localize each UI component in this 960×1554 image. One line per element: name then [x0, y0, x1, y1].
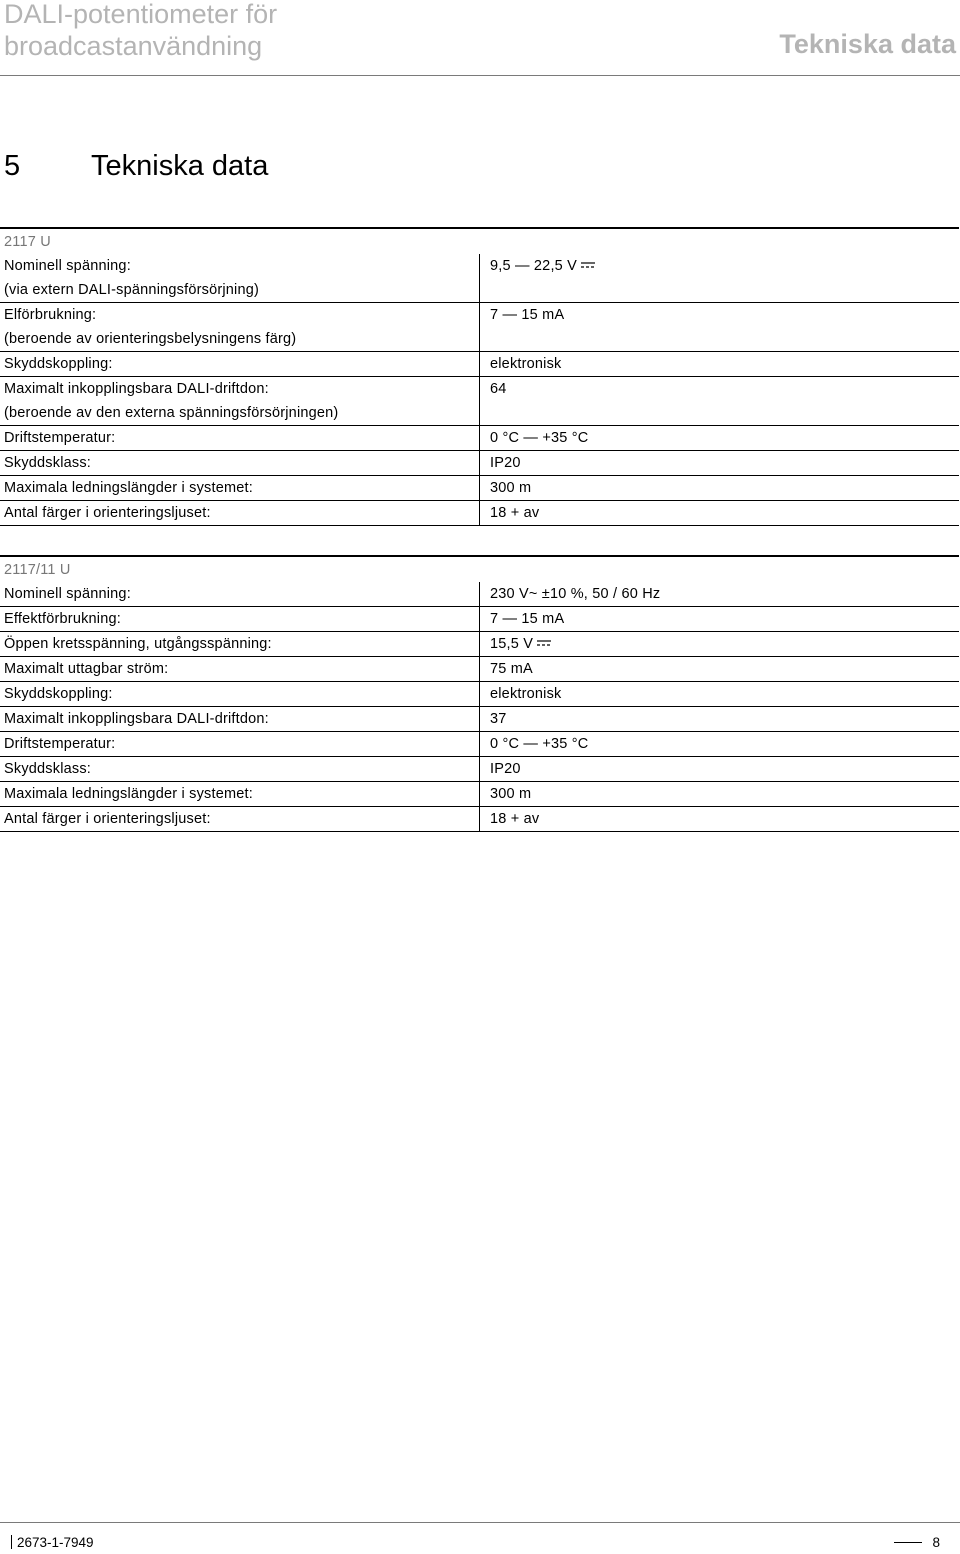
- spec-label: Maximala ledningslängder i systemet:: [0, 476, 480, 501]
- spec-value: IP20: [490, 455, 521, 471]
- spec-value: elektronisk: [490, 686, 562, 702]
- spec-value-cell: [480, 451, 960, 476]
- table-row: [0, 501, 959, 526]
- spec-value: 7 — 15 mA: [490, 611, 565, 627]
- spec-label: Elförbrukning:: [0, 303, 480, 328]
- table-title-row: [0, 556, 959, 582]
- spec-label: Skyddsklass:: [0, 451, 480, 476]
- spec-value: 0 °C — +35 °C: [490, 736, 589, 752]
- document-title-line-1: DALI-potentiometer för: [4, 0, 278, 29]
- chapter-title: Tekniska data: [91, 150, 269, 182]
- spec-value: 7 — 15 mA: [490, 307, 565, 323]
- spec-label: Maximala ledningslängder i systemet:: [0, 782, 480, 807]
- footer-dash: [894, 1542, 922, 1543]
- table-row: [0, 426, 959, 451]
- table-row: [0, 327, 959, 352]
- table-row: [0, 254, 959, 278]
- spec-label: Nominell spänning:: [0, 582, 480, 607]
- table-row: [0, 757, 959, 782]
- table-row: [0, 352, 959, 377]
- spec-value: 230 V~ ±10 %, 50 / 60 Hz: [490, 586, 661, 602]
- table-title: 2117 U: [0, 228, 959, 254]
- spec-value: 9,5 — 22,5 V: [490, 258, 578, 274]
- dc-voltage-icon: [581, 261, 595, 269]
- footer-doc-number: [11, 1535, 94, 1550]
- table-title: 2117/11 U: [0, 556, 959, 582]
- table-row: [0, 682, 959, 707]
- table-row: [0, 401, 959, 426]
- spec-label: (beroende av orienteringsbelysningens färg): [0, 327, 480, 352]
- spec-value-cell: [480, 303, 960, 328]
- spec-value: 0 °C — +35 °C: [490, 430, 589, 446]
- spec-value-cell: [480, 757, 960, 782]
- spec-label: Öppen kretsspänning, utgångsspänning:: [0, 632, 480, 657]
- table-row: [0, 303, 959, 328]
- spec-label: Effektförbrukning:: [0, 607, 480, 632]
- spec-label: Skyddskoppling:: [0, 352, 480, 377]
- spec-label: Driftstemperatur:: [0, 732, 480, 757]
- table-row: [0, 807, 959, 832]
- spec-value-cell: [480, 707, 960, 732]
- spec-value-cell: [480, 501, 960, 526]
- spec-label: Antal färger i orienteringsljuset:: [0, 501, 480, 526]
- document-title-line-2: broadcastanvändning: [4, 31, 263, 61]
- spec-label: (via extern DALI-spänningsförsörjning): [0, 278, 480, 303]
- spec-value: 15,5 V: [490, 636, 534, 652]
- spec-table-2117-u: [0, 227, 959, 526]
- table-row: [0, 632, 959, 657]
- spec-value: 300 m: [490, 480, 532, 496]
- spec-value: 300 m: [490, 786, 532, 802]
- dc-voltage-icon: [537, 639, 551, 647]
- spec-label: Maximalt inkopplingsbara DALI-driftdon:: [0, 377, 480, 402]
- spec-value: IP20: [490, 761, 521, 777]
- spec-value: 18 + av: [490, 505, 540, 521]
- spec-value: 18 + av: [490, 811, 540, 827]
- spec-value-cell: [480, 476, 960, 501]
- footer-divider: [0, 1522, 960, 1523]
- table-row: [0, 476, 959, 501]
- doc-number: 2673-1-7949: [17, 1535, 94, 1550]
- footer-page: [894, 1535, 940, 1550]
- spec-value-cell: [480, 401, 960, 426]
- table-row: [0, 377, 959, 402]
- table-row: [0, 451, 959, 476]
- document-title: [4, 0, 424, 62]
- spec-value-cell: [480, 732, 960, 757]
- spec-label: Driftstemperatur:: [0, 426, 480, 451]
- spec-value-cell: [480, 278, 960, 303]
- spec-value-cell: [480, 352, 960, 377]
- spec-label: Antal färger i orienteringsljuset:: [0, 807, 480, 832]
- table-row: [0, 607, 959, 632]
- table-row: [0, 278, 959, 303]
- footer-bar: [11, 1535, 12, 1549]
- spec-value-cell: [480, 607, 960, 632]
- spec-value-cell: [480, 327, 960, 352]
- spec-label: (beroende av den externa spänningsförsörjningen): [0, 401, 480, 426]
- header-divider: [0, 75, 960, 76]
- spec-value-cell: [480, 657, 960, 682]
- spec-label: Maximalt inkopplingsbara DALI-driftdon:: [0, 707, 480, 732]
- spec-value-cell: [480, 782, 960, 807]
- chapter-heading: [4, 148, 268, 184]
- spec-value-cell: [480, 682, 960, 707]
- spec-value-cell: [480, 254, 960, 278]
- spec-label: Skyddskoppling:: [0, 682, 480, 707]
- spec-value: elektronisk: [490, 356, 562, 372]
- spec-value-cell: [480, 632, 960, 657]
- page-number: 8: [932, 1535, 940, 1550]
- spec-label: Nominell spänning:: [0, 254, 480, 278]
- spec-value: 75 mA: [490, 661, 533, 677]
- spec-value-cell: [480, 807, 960, 832]
- page-header: [0, 0, 960, 78]
- spec-value-cell: [480, 426, 960, 451]
- spec-value: 64: [490, 381, 507, 397]
- spec-label: Maximalt uttagbar ström:: [0, 657, 480, 682]
- table-row: [0, 657, 959, 682]
- chapter-number: 5: [4, 150, 21, 182]
- spec-label: Skyddsklass:: [0, 757, 480, 782]
- table-row: [0, 782, 959, 807]
- spec-value-cell: [480, 377, 960, 402]
- section-header: Tekniska data: [779, 29, 956, 59]
- table-title-row: [0, 228, 959, 254]
- table-row: [0, 707, 959, 732]
- table-row: [0, 732, 959, 757]
- table-row: [0, 582, 959, 607]
- spec-table-2117-11-u: [0, 555, 959, 832]
- spec-value: 37: [490, 711, 507, 727]
- spec-value-cell: [480, 582, 960, 607]
